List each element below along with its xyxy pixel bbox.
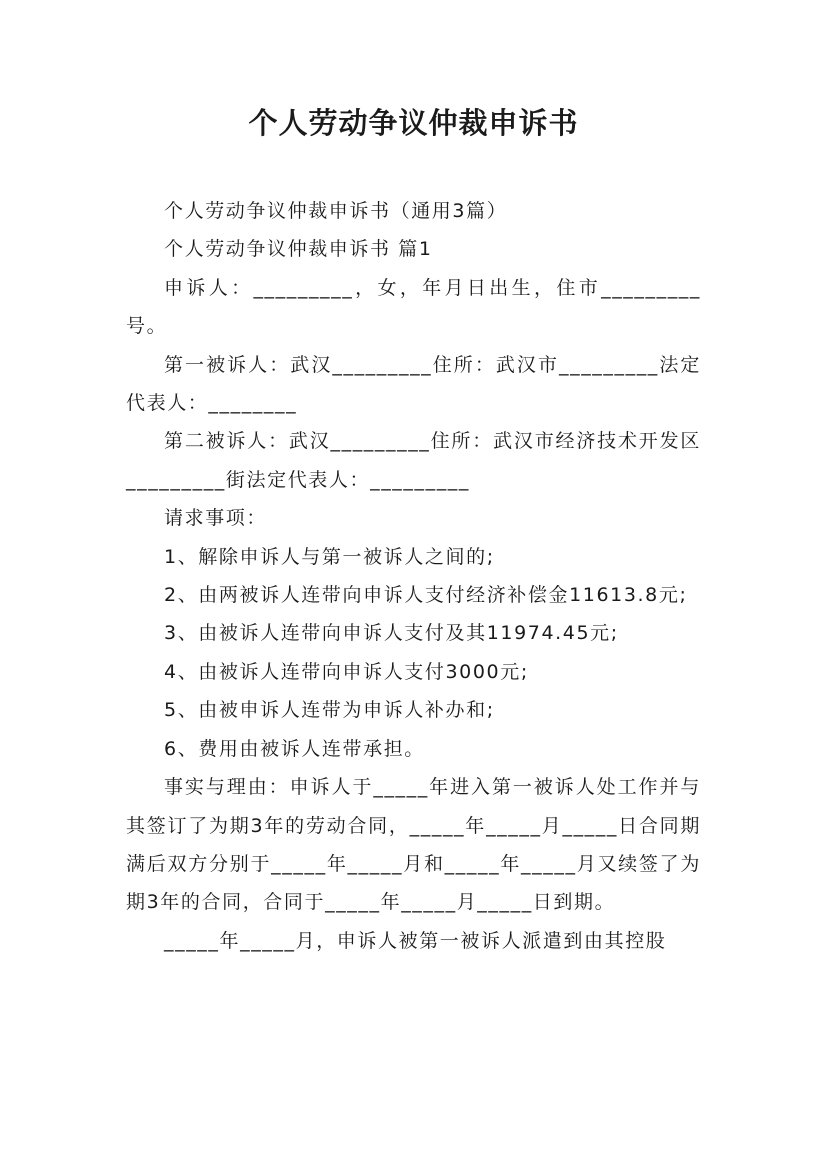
paragraph-first-respondent: 第一被诉人：武汉_________住所：武汉市_________法定代表人：________ xyxy=(126,353,701,415)
paragraph-second-respondent: 第二被诉人：武汉_________住所：武汉市经济技术开发区_________街法定代表人：_________ xyxy=(126,430,701,491)
paragraph-complainant: 申诉人：_________，女，年月日出生，住市_________号。 xyxy=(126,276,701,338)
document-title: 个人劳动争议仲裁申诉书 xyxy=(248,106,579,140)
document-body xyxy=(126,192,701,960)
paragraph-heading: 个人劳动争议仲裁申诉书（通用3篇） xyxy=(164,200,508,222)
paragraph-claim-5: 5、由被申诉人连带为申诉人补办和; xyxy=(164,699,495,722)
paragraph-dispatch: _____年_____月，申诉人被第一被诉人派遣到由其控股 xyxy=(164,929,667,952)
paragraph-claims-heading: 请求事项： xyxy=(164,507,268,530)
paragraph-claim-4: 4、由被诉人连带向申诉人支付3000元; xyxy=(164,660,529,683)
paragraph-claim-1: 1、解除申诉人与第一被诉人之间的; xyxy=(164,545,495,568)
paragraph-facts: 事实与理由：申诉人于_____年进入第一被诉人处工作并与其签订了为期3年的劳动合同，_____年_____月_____日合同期满后双方分别于_____年_____月和_____年_____月又续签了为期3年的合同，合同于_____年_____月_____日到期。 xyxy=(126,776,701,914)
paragraph-claim-6: 6、费用由被诉人连带承担。 xyxy=(164,737,425,760)
paragraph-claim-2: 2、由两被诉人连带向申诉人支付经济补偿金11613.8元; xyxy=(164,584,688,607)
paragraph-section-title: 个人劳动争议仲裁申诉书 篇1 xyxy=(164,238,433,261)
paragraph-claim-3: 3、由被诉人连带向申诉人支付及其11974.45元; xyxy=(164,622,619,645)
